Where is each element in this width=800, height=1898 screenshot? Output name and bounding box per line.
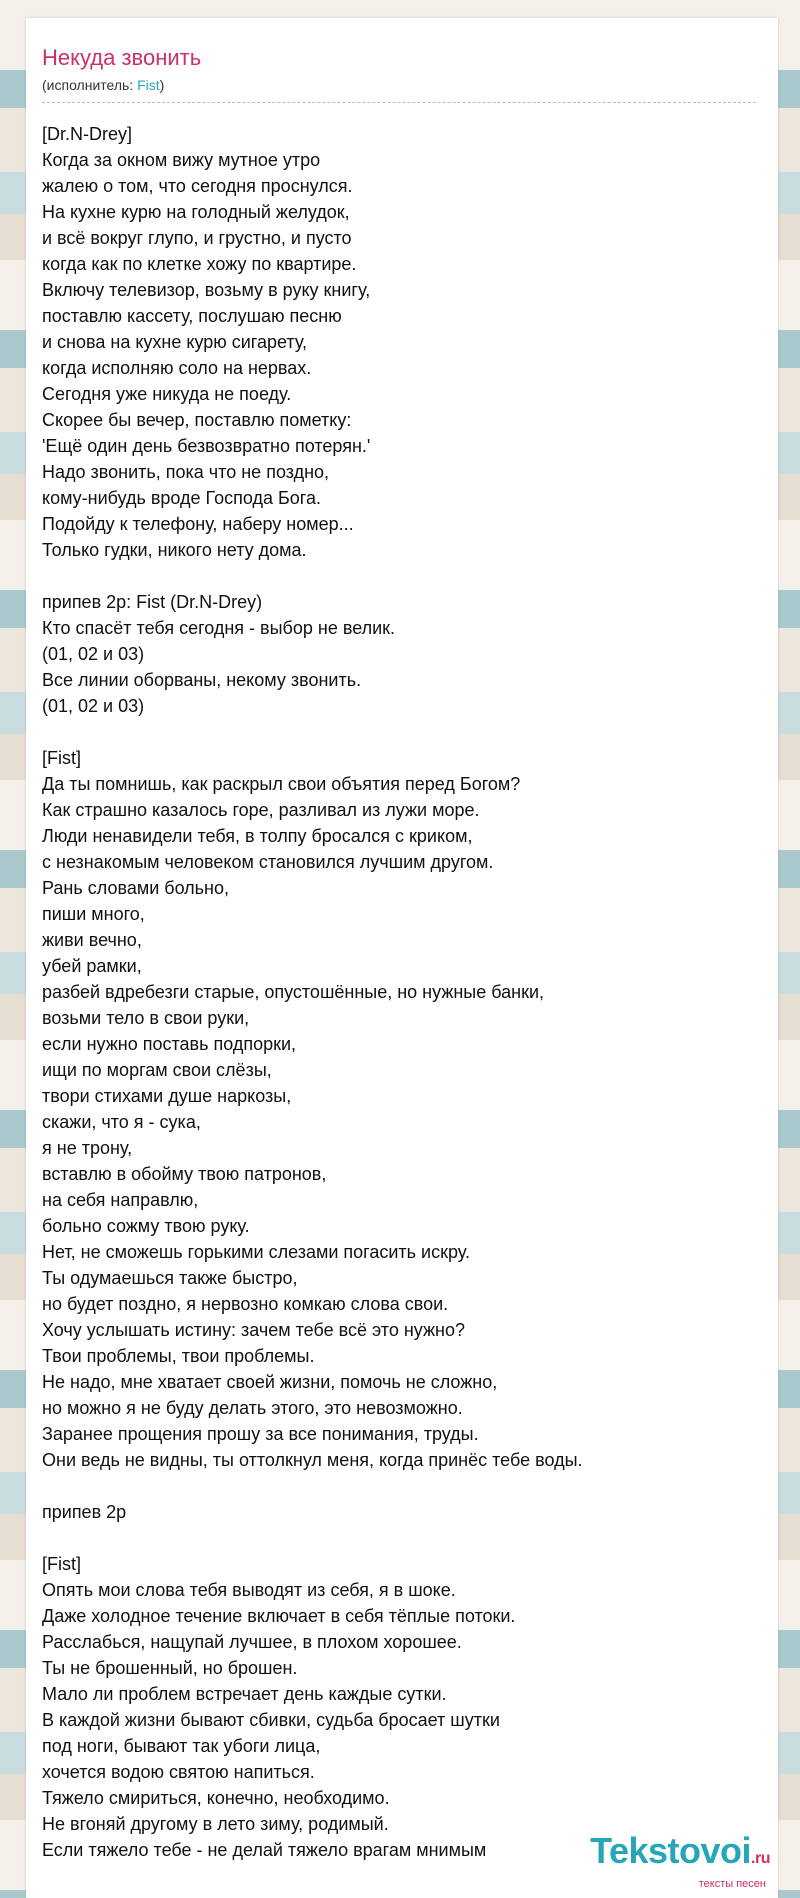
performer-suffix: ) (159, 77, 165, 93)
lyric-line: Когда за окном вижу мутное утро (42, 150, 321, 170)
lyric-line: и снова на кухне курю сигарету, (42, 332, 308, 352)
performer-line (42, 76, 756, 103)
lyric-line: убей рамки, (42, 956, 142, 976)
lyric-line: возьми тело в свои руки, (42, 1008, 250, 1028)
lyric-line: В каждой жизни бывают сбивки, судьба бросает шутки (42, 1710, 500, 1730)
lyric-line: Как страшно казалось горе, разливал из лужи море. (42, 800, 480, 820)
lyric-line: Да ты помнишь, как раскрыл свои объятия перед Богом? (42, 774, 521, 794)
lyric-line (42, 563, 756, 589)
lyric-line: Не вгоняй другому в лето зиму, родимый. (42, 1814, 389, 1834)
lyric-line: Ты не брошенный, но брошен. (42, 1658, 298, 1678)
lyric-line: Надо звонить, пока что не поздно, (42, 462, 330, 482)
lyric-line: и всё вокруг глупо, и грустно, и пусто (42, 228, 352, 248)
lyric-line: когда исполняю соло на нервах. (42, 358, 312, 378)
lyric-line: кому-нибудь вроде Господа Бога. (42, 488, 321, 508)
page-title: Некуда звонить (42, 45, 202, 70)
lyric-line: Тяжело смириться, конечно, необходимо. (42, 1788, 390, 1808)
lyric-line: Нет, не сможешь горькими слезами погасить искру. (42, 1242, 470, 1262)
logo-tld: .ru (751, 1850, 770, 1867)
lyric-line: Скорее бы вечер, поставлю пометку: (42, 410, 352, 430)
lyric-line: На кухне курю на голодный желудок, (42, 202, 350, 222)
lyric-line: на себя направлю, (42, 1190, 199, 1210)
lyric-line: но можно я не буду делать этого, это невозможно. (42, 1398, 463, 1418)
lyric-line: живи вечно, (42, 930, 142, 950)
lyric-line: твори стихами душе наркозы, (42, 1086, 292, 1106)
lyric-line: хочется водою святою напиться. (42, 1762, 315, 1782)
logo-tagline: тексты песен (698, 1878, 766, 1890)
lyric-line (42, 719, 756, 745)
lyric-line: Хочу услышать истину: зачем тебе всё это нужно? (42, 1320, 465, 1340)
lyric-line: Включу телевизор, возьму в руку книгу, (42, 280, 371, 300)
lyric-line: припев 2р (42, 1502, 127, 1522)
lyric-line: скажи, что я - сука, (42, 1112, 201, 1132)
lyric-line: Люди ненавидели тебя, в толпу бросался с криком, (42, 826, 473, 846)
lyric-line: я не трону, (42, 1138, 133, 1158)
lyric-line: Твои проблемы, твои проблемы. (42, 1346, 315, 1366)
lyric-line: пиши много, (42, 904, 145, 924)
lyrics-text (42, 121, 756, 1863)
lyric-line (42, 1525, 756, 1551)
site-logo[interactable] (590, 1832, 770, 1890)
lyric-line: Заранее прощения прошу за все понимания, труды. (42, 1424, 479, 1444)
lyric-line: Расслабься, нащупай лучшее, в плохом хорошее. (42, 1632, 462, 1652)
logo-wordmark (590, 1832, 770, 1878)
lyric-line: Рань словами больно, (42, 878, 230, 898)
lyric-line: жалею о том, что сегодня проснулся. (42, 176, 353, 196)
lyric-line: припев 2р: Fist (Dr.N-Drey) (42, 592, 263, 612)
lyric-line: с незнакомым человеком становился лучшим другом. (42, 852, 494, 872)
lyric-line: [Dr.N-Drey] (42, 124, 132, 144)
lyric-line: под ноги, бывают так убоги лица, (42, 1736, 321, 1756)
lyrics-card (26, 18, 778, 1898)
lyric-line: Подойду к телефону, наберу номер... (42, 514, 354, 534)
lyric-line: (01, 02 и 03) (42, 644, 145, 664)
lyric-line: Только гудки, никого нету дома. (42, 540, 307, 560)
lyric-line: но будет поздно, я нервозно комкаю слова свои. (42, 1294, 449, 1314)
lyric-line: если нужно поставь подпорки, (42, 1034, 297, 1054)
lyric-line: Опять мои слова тебя выводят из себя, я в шоке. (42, 1580, 456, 1600)
lyric-line: [Fist] (42, 1554, 81, 1574)
lyric-line: Сегодня уже никуда не поеду. (42, 384, 292, 404)
lyric-line: (01, 02 и 03) (42, 696, 145, 716)
lyric-line: Не надо, мне хватает своей жизни, помочь не сложно, (42, 1372, 498, 1392)
lyric-line: 'Ещё один день безвозвратно потерян.' (42, 436, 371, 456)
lyric-line: Даже холодное течение включает в себя тёплые потоки. (42, 1606, 516, 1626)
lyric-line: разбей вдребезги старые, опустошённые, но нужные банки, (42, 982, 545, 1002)
lyric-line: Они ведь не видны, ты оттолкнул меня, когда принёс тебе воды. (42, 1450, 583, 1470)
lyric-line: Кто спасёт тебя сегодня - выбор не велик. (42, 618, 396, 638)
lyric-line: Если тяжело тебе - не делай тяжело врагам мнимым (42, 1840, 487, 1860)
performer-prefix: (исполнитель: (42, 77, 138, 93)
lyric-line: Ты одумаешься также быстро, (42, 1268, 298, 1288)
lyric-line: больно сожму твою руку. (42, 1216, 250, 1236)
performer-link[interactable]: Fist (137, 77, 160, 93)
lyric-line: вставлю в обойму твою патронов, (42, 1164, 327, 1184)
logo-name: Tekstovoi (590, 1830, 752, 1871)
lyric-line: Мало ли проблем встречает день каждые сутки. (42, 1684, 447, 1704)
lyric-line: Все линии оборваны, некому звонить. (42, 670, 362, 690)
lyric-line: [Fist] (42, 748, 81, 768)
lyric-line (42, 1473, 756, 1499)
lyric-line: поставлю кассету, послушаю песню (42, 306, 342, 326)
lyric-line: когда как по клетке хожу по квартире. (42, 254, 357, 274)
lyric-line: ищи по моргам свои слёзы, (42, 1060, 272, 1080)
